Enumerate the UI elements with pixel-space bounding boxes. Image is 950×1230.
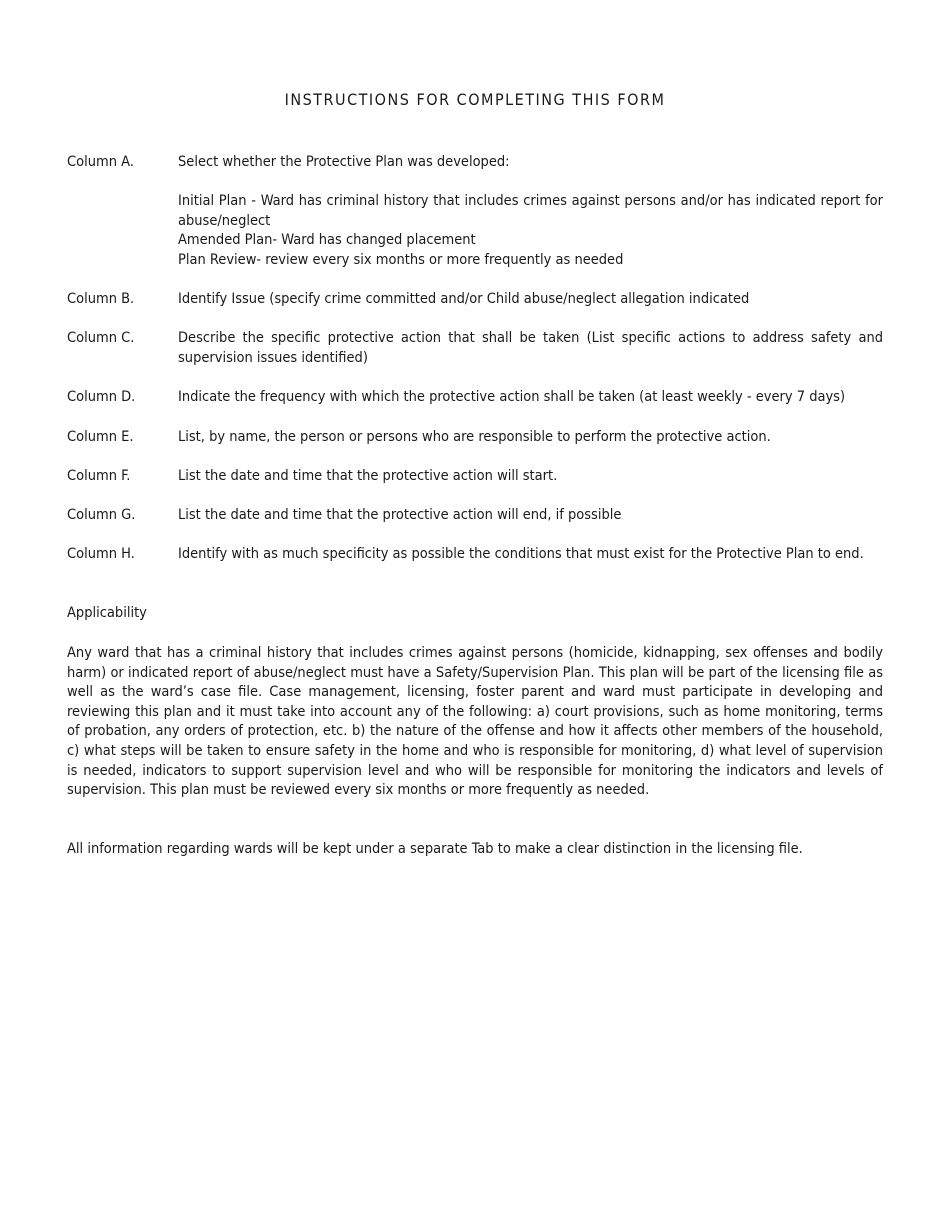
- column-b-instruction: [67, 290, 883, 310]
- column-h-text: Identify with as much specificity as possible the conditions that must exist for the Protective Plan to end.: [178, 546, 864, 562]
- column-a-intro: Select whether the Protective Plan was developed:: [178, 154, 510, 170]
- column-d-label: Column D.: [67, 389, 136, 405]
- column-a-label: Column A.: [67, 154, 134, 170]
- column-b-label: Column B.: [67, 291, 135, 307]
- column-a-option-initial: Initial Plan - Ward has criminal history that includes crimes against persons and/or has indicated report for abuse/neglect: [178, 193, 883, 229]
- column-c-instruction: [67, 329, 883, 368]
- column-a-option-amended: Amended Plan- Ward has changed placement: [178, 232, 476, 249]
- column-f-text: List the date and time that the protective action will start.: [178, 468, 558, 484]
- column-c-text: Describe the specific protective action that shall be taken (List specific actions to address safety and supervision issues identified): [178, 330, 883, 366]
- column-d-text: Indicate the frequency with which the protective action shall be taken (at least weekly - every 7 days): [178, 389, 846, 405]
- column-f-label: Column F.: [67, 468, 131, 484]
- column-e-text: List, by name, the person or persons who are responsible to perform the protective action.: [178, 429, 771, 445]
- page-title: INSTRUCTIONS FOR COMPLETING THIS FORM: [284, 90, 666, 109]
- column-a-instruction: [67, 153, 883, 271]
- column-e-label: Column E.: [67, 429, 134, 445]
- column-d-instruction: [67, 388, 883, 408]
- closing-paragraph: All information regarding wards will be kept under a separate Tab to make a clear distinction in the licensing file.: [67, 841, 803, 857]
- column-a-option-review: Plan Review- review every six months or more frequently as needed: [178, 251, 624, 268]
- column-h-label: Column H.: [67, 546, 135, 562]
- applicability-paragraph: Any ward that has a criminal history that includes crimes against persons (homicide, kidnapping, sex offenses and bodily harm) or indicated report of abuse/neglect must have a Safety/Supervision Plan. This plan will be part of the licensing file as well as the ward’s case file. Case management, licensing, foster parent and ward must participate in developing and reviewing this plan and it must take into account any of the following: a) court provisions, such as home monitoring, terms of probation, any orders of protection, etc. b) the nature of the offense and how it affects other members of the household, c) what steps will be taken to ensure safety in the home and who is responsible for monitoring, d) what level of supervision is needed, indicators to support supervision level and who will be responsible for monitoring the indicators and levels of supervision. This plan must be reviewed every six months or more frequently as needed.: [67, 645, 883, 799]
- column-e-instruction: [67, 428, 883, 448]
- column-g-label: Column G.: [67, 507, 136, 523]
- column-b-text: Identify Issue (specify crime committed and/or Child abuse/neglect allegation indicated: [178, 291, 750, 307]
- column-a-text: [178, 153, 883, 271]
- column-c-label: Column C.: [67, 330, 135, 346]
- column-h-instruction: [67, 545, 883, 565]
- column-g-text: List the date and time that the protective action will end, if possible: [178, 507, 622, 523]
- column-f-instruction: [67, 467, 883, 487]
- applicability-heading: Applicability: [67, 605, 147, 621]
- column-g-instruction: [67, 506, 883, 526]
